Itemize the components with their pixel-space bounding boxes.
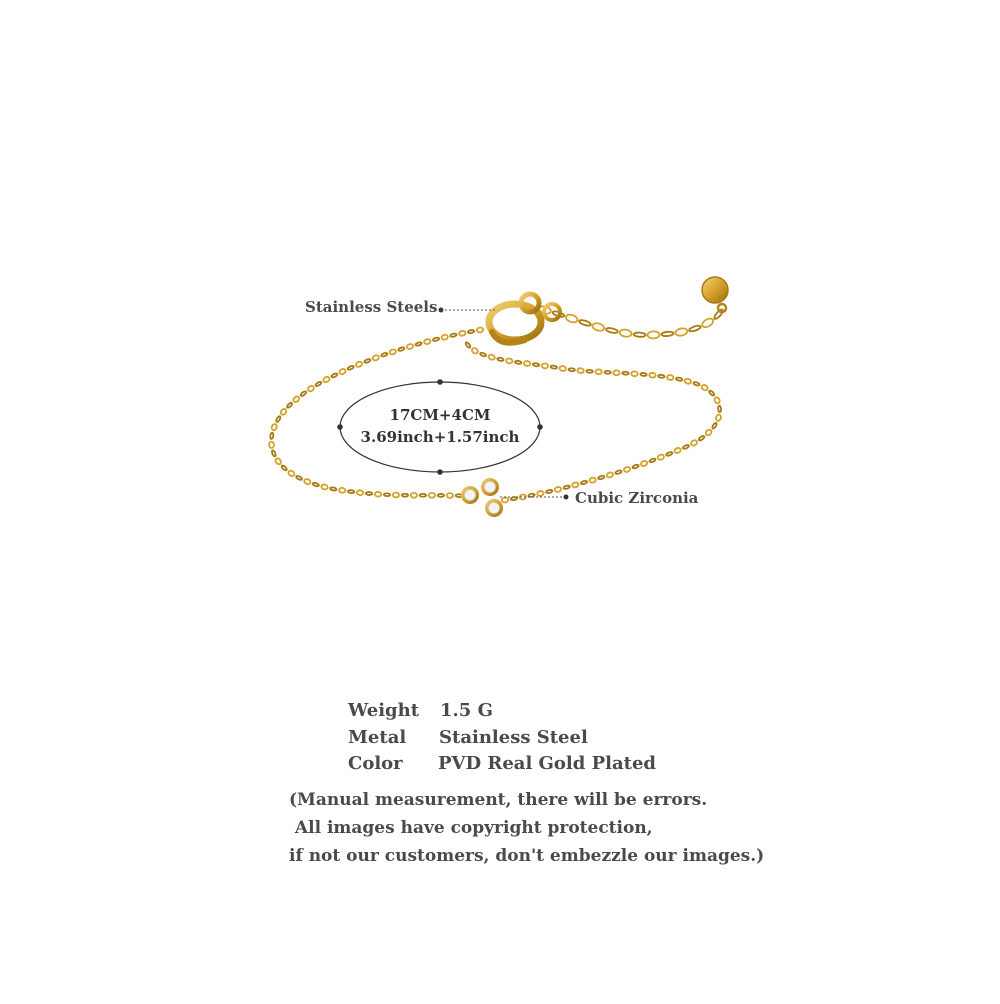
chain-link	[598, 475, 605, 480]
chain-link	[415, 342, 422, 347]
chain-link	[339, 368, 347, 375]
chain-link	[424, 338, 431, 344]
chain-link	[348, 490, 355, 494]
chain-link	[471, 347, 479, 354]
callout-material-label: Stainless Steels	[305, 298, 438, 316]
chain-link	[515, 360, 522, 364]
chain-link	[271, 450, 276, 457]
chain-link	[480, 352, 487, 357]
chain-link	[402, 494, 408, 497]
chain-link	[666, 451, 673, 456]
chain-link	[563, 485, 570, 489]
chain-link	[292, 395, 300, 403]
chain-link	[384, 493, 391, 496]
chain-link	[649, 458, 656, 463]
chain-link	[701, 384, 709, 391]
chain-link	[550, 365, 557, 369]
chain-link	[537, 490, 544, 496]
chain-link	[554, 486, 561, 492]
chain-link	[592, 322, 605, 332]
chain-link	[488, 354, 495, 360]
chain-link	[450, 333, 457, 337]
chain-link	[613, 370, 620, 375]
spec-value: Stainless Steel	[439, 726, 588, 748]
chain-link	[675, 327, 688, 336]
chain-link	[604, 371, 611, 374]
chain-link	[676, 377, 683, 381]
chain-link	[541, 363, 548, 369]
chain-link	[632, 464, 639, 469]
chain-link	[296, 475, 303, 480]
chain-link	[275, 416, 281, 423]
chain-link	[286, 402, 293, 409]
chain-link	[674, 447, 682, 454]
chain-link	[577, 368, 584, 373]
chain-link	[661, 331, 673, 336]
chain-link	[447, 493, 453, 498]
chain-link	[572, 482, 579, 488]
chain-link	[506, 358, 513, 364]
chain-link	[606, 472, 614, 478]
chain-link	[339, 487, 346, 493]
chain-link	[497, 357, 504, 361]
chain-link	[372, 354, 380, 361]
chain-link	[559, 366, 566, 372]
chain-link	[568, 368, 575, 372]
dimension-text	[335, 404, 545, 448]
chain-link	[586, 370, 593, 373]
spec-value: 1.5 G	[440, 700, 493, 721]
chain-link	[411, 493, 417, 498]
chain-link	[270, 432, 274, 439]
chain-link	[640, 373, 647, 376]
chain-link	[269, 441, 275, 448]
chain-link	[398, 347, 405, 352]
note-line: (Manual measurement, there will be errors.	[289, 790, 708, 810]
chain-link	[315, 381, 322, 387]
chain-link	[465, 342, 471, 349]
chain-link	[406, 343, 414, 349]
chain-link	[615, 470, 622, 475]
chain-link	[433, 337, 440, 341]
chain-link	[579, 319, 592, 327]
chain-link	[667, 375, 674, 381]
chain-link	[718, 406, 721, 413]
chain-link	[307, 385, 315, 393]
spec-value: PVD Real Gold Plated	[438, 753, 657, 774]
chain-link	[606, 327, 619, 334]
chain-link	[347, 365, 354, 370]
chain-link	[647, 331, 659, 338]
chain-link	[622, 372, 629, 375]
chain-link	[698, 435, 705, 441]
chain-link	[640, 460, 648, 467]
chain-link	[701, 317, 715, 329]
chain-link	[705, 429, 713, 437]
chain-link	[501, 497, 508, 503]
chain-link	[271, 423, 278, 431]
chain-link	[623, 466, 631, 473]
chain-link	[684, 378, 691, 384]
chain-link	[321, 484, 328, 490]
chain-link	[375, 492, 382, 497]
chain-link	[658, 374, 665, 378]
chain-link	[595, 369, 602, 374]
chain-link	[331, 373, 338, 378]
chain-link	[708, 390, 715, 396]
chain-link	[429, 493, 435, 498]
chain-link	[524, 361, 531, 367]
chain-link	[381, 352, 388, 357]
chain-link	[364, 358, 371, 363]
chain-link	[713, 396, 720, 404]
lobster-clasp	[489, 294, 560, 343]
dimension-inch: 3.69inch+1.57inch	[360, 428, 520, 446]
chain-link	[280, 408, 288, 416]
chain-link	[619, 329, 632, 338]
chain-link	[441, 334, 448, 340]
chain-link	[693, 381, 700, 386]
chain-link	[631, 371, 638, 376]
chain-link	[274, 457, 282, 465]
chain-link	[468, 330, 475, 334]
chain-link	[389, 349, 397, 356]
chain-link	[459, 330, 466, 336]
chain-link	[281, 465, 288, 471]
note-line: All images have copyright protection,	[289, 818, 653, 838]
chain-link	[565, 313, 579, 323]
chain-link	[304, 478, 312, 485]
cubic-zirconia-charm	[461, 478, 503, 517]
chain-link	[357, 490, 364, 495]
chain-link	[330, 487, 337, 491]
spec-key: Metal	[348, 726, 407, 748]
chain-link	[287, 470, 295, 478]
chain-link	[633, 332, 645, 337]
chain-link	[300, 391, 307, 397]
chain-link	[312, 482, 319, 487]
chain-link	[546, 489, 553, 493]
chain-link	[366, 492, 373, 495]
chain-link	[657, 454, 665, 461]
chain-link	[689, 325, 702, 333]
chain-link	[322, 376, 330, 383]
chain-link	[682, 444, 689, 449]
chain-link	[438, 494, 444, 497]
chain-link	[690, 439, 698, 446]
note-line: if not our customers, don't embezzle our images.)	[289, 846, 765, 866]
callout-stone-label: Cubic Zirconia	[575, 489, 699, 507]
chain-link	[476, 327, 483, 333]
chain-link	[393, 493, 400, 498]
end-tag-disc	[702, 277, 728, 312]
chain-link	[420, 494, 426, 497]
callout-material-line	[439, 308, 496, 313]
chain-link	[649, 372, 656, 377]
chain-link	[712, 422, 718, 429]
dimension-cm: 17CM+4CM	[389, 406, 491, 424]
spec-key: Color	[348, 753, 403, 774]
chain-link	[581, 480, 588, 485]
chain-link	[533, 363, 540, 367]
spec-key: Weight	[348, 700, 420, 721]
chain-link	[355, 361, 363, 368]
disclaimer-note	[289, 786, 764, 870]
chain-link	[589, 477, 596, 483]
chain-link	[715, 414, 721, 422]
